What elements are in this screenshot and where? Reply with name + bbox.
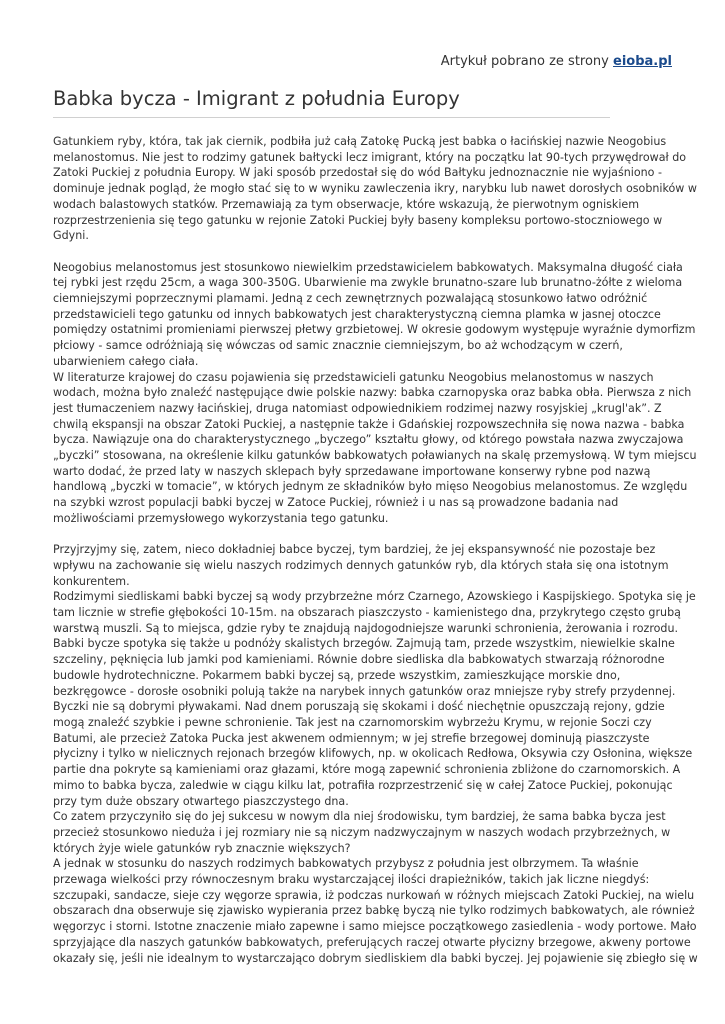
paragraph-line: Batumi, ale przecież Zatoka Pucka jest akwenem odmiennym; w jej strefie brzegowej dominują piaszczyste: [53, 731, 650, 745]
paragraph-line: W literaturze krajowej do czasu pojawienia się przedstawicieli gatunku Neogobius melanostomus w naszych: [53, 370, 654, 384]
paragraph-line: mimo to babka bycza, zaledwie w ciągu kilku lat, potrafiła rozprzestrzenić się w całej Zatoce Puckiej, pokonując: [53, 778, 673, 792]
article-paragraph: [53, 542, 698, 966]
paragraph-line: warstwą muszli. Są to miejsca, gdzie ryby te znajdują najdogodniejsze warunki schronienia, żerowania i rozrodu.: [53, 621, 679, 635]
paragraph-line: Przyjrzyjmy się, zatem, nieco dokładniej babce byczej, tym bardziej, że jej ekspansywność nie pozostaje bez: [53, 543, 656, 557]
paragraph-line: A jednak w stosunku do naszych rodzimych babkowatych przybysz z południa jest olbrzymem. Ta właśnie: [53, 857, 639, 871]
paragraph-line: węgorzyc i storni. Istotne znaczenie miało zapewne i samo miejsce początkowego zasiedlenia - wody portowe. Mało: [53, 920, 697, 934]
paragraph-line: jest tłumaczeniem nazwy łacińskiej, druga natomiast odpowiednikiem rodzimej nazwy rosyjskiej „krugl'ak”. Z: [53, 401, 662, 415]
paragraph-line: przewaga wielkości przy równoczesnym braku wystarczającej ilości drapieżników, takich jak liczne niegdyś:: [53, 873, 650, 887]
source-prefix: Artykuł pobrano ze strony: [440, 54, 609, 69]
paragraph-line: sprzyjające dla naszych gatunków babkowatych, preferujących raczej otwarte płycizny brzegowe, akweny portowe: [53, 935, 691, 949]
paragraph-line: handlową „byczki w tomacie”, w których jednym ze składników było mięso Neogobius melanostomus. Ze względu: [53, 480, 688, 494]
paragraph-line: chwilą ekspansji na obszar Zatoki Puckiej, a następnie także i Gdańskiej rozpowszechniła się nowa nazwa - babka: [53, 417, 685, 431]
paragraph-line: Babki bycze spotyka się także u podnóży skalistych brzegów. Zajmują tam, przede wszystkim, niewielkie skalne: [53, 637, 675, 651]
paragraph-line: możliwościami przemysłowego wykorzystania tego gatunku.: [53, 511, 389, 525]
paragraph-line: szczupaki, sandacze, sieje czy węgorze sprawia, iż podczas nurkowań w różnych miejscach Zatoki Puckiej, na wielu: [53, 888, 695, 902]
paragraph-line: rozprzestrzenienia się tego gatunku w rejonie Zatoki Puckiej były baseny kompleksu portowo-stoczniowego w: [53, 213, 663, 227]
source-attribution: [441, 53, 672, 71]
paragraph-line: których żyje wiele gatunków ryb znacznie większych?: [53, 841, 351, 855]
paragraph-line: Rodzimymi siedliskami babki byczej są wody przybrzeżne mórz Czarnego, Azowskiego i Kaspijskiego. Spotyka się je: [53, 590, 696, 604]
paragraph-line: płycizny i tylko w nielicznych rejonach brzegów klifowych, np. w okolicach Redłowa, Oksywia czy Osłonina, większe: [53, 747, 693, 761]
paragraph-line: Gatunkiem ryby, która, tak jak ciernik, podbiła już całą Zatokę Pucką jest babka o łacińskiej nazwie Neogobius: [53, 135, 667, 148]
paragraph-line: przedstawicieli tego gatunku od innych babkowatych jest charakterystyczną ciemna plamka w jasnej otoczce: [53, 307, 661, 321]
paragraph-line: na szybki wzrost populacji babki byczej w Zatoce Puckiej, również i u nas są prowadzone badania nad: [53, 496, 619, 510]
paragraph-line: przecież stosunkowo nieduża i jej rozmiary nie są niczym nadzwyczajnym w naszych wodach przybrzeżnych, w: [53, 825, 671, 839]
article-paragraph: [53, 260, 697, 527]
paragraph-line: Zatoki Puckiej z południa Europy. W jaki sposób przedostał się do wód Bałtyku jednoznacznie nie wyjaśniono -: [53, 166, 662, 180]
paragraph-line: ubarwieniem całego ciała.: [53, 354, 199, 368]
paragraph-line: budowle hydrotechniczne. Pokarmem babki byczej są, przede wszystkim, zamieszkujące morskie dno,: [53, 668, 621, 682]
paragraph-line: melanostomus. Nie jest to rodzimy gatunek bałtycki lecz imigrant, który na początku lat 90-tych przywędrował do: [53, 150, 687, 164]
paragraph-line: bezkręgowce - dorosłe osobniki polują także na narybek innych gatunków oraz mniejsze ryby strefy przydennej.: [53, 684, 676, 698]
paragraph-line: tam licznie w strefie głębokości 10-15m. na obszarach piaszczysto - kamienistego dna, przykrytego często grubą: [53, 606, 681, 620]
paragraph-line: Co zatem przyczyniło się do jej sukcesu w nowym dla niej środowisku, tym bardziej, że sama babka bycza jest: [53, 810, 666, 824]
paragraph-line: konkurentem.: [53, 574, 130, 588]
paragraph-line: okazały się, jeśli nie idealnym to wystarczająco dobrym siedliskiem dla babki byczej. Jej pojawienie się zbiegło się w: [53, 951, 698, 965]
paragraph-line: obszarach dna obserwuje się zjawisko wypierania przez babkę byczą nie tylko rodzimych babkowatych, ale również: [53, 904, 695, 918]
paragraph-line: Gdyni.: [53, 229, 89, 243]
paragraph-line: tej rybki jest rzędu 25cm, a waga 300-350G. Ubarwienie ma zwykle brunatno-szare lub brunatno-żółte z wieloma: [53, 276, 683, 290]
paragraph-line: ciemniejszymi poprzecznymi plamami. Jedną z cech zewnętrznych pozwalającą stosunkowo łatwo odróżnić: [53, 292, 648, 306]
paragraph-line: Neogobius melanostomus jest stosunkowo niewielkim przedstawicielem babkowatych. Maksymalna długość ciała: [53, 260, 683, 274]
paragraph-line: przy tym duże obszary otwartego piaszczystego dna.: [53, 794, 349, 808]
paragraph-line: warto dodać, że przed laty w naszych sklepach były sprzedawane importowane konserwy rybne pod nazwą: [53, 464, 651, 478]
paragraph-line: wodach, można było znaleźć następujące dwie polskie nazwy: babka czarnopyska oraz babka obła. Pierwsza z nich: [53, 386, 692, 400]
paragraph-line: mogą znaleźć szybkie i pewne schronienie. Tak jest na czarnomorskim wybrzeżu Krymu, w rejonie Soczi czy: [53, 715, 652, 729]
paragraph-line: płciowy - samce odróżniają się wówczas od samic znacznie ciemniejszym, bo aż wchodzącym w czerń,: [53, 339, 623, 353]
paragraph-line: Byczki nie są dobrymi pływakami. Nad dnem poruszają się skokami i dość niechętnie opuszczają rejony, gdzie: [53, 700, 665, 714]
title-divider: [53, 117, 610, 118]
article-title: Babka bycza - Imigrant z południa Europy: [53, 87, 460, 110]
paragraph-line: dominuje jednak pogląd, że mogło stać się to w wyniku zawleczenia ikry, narybku lub nawet dorosłych osobników w: [53, 182, 697, 196]
paragraph-line: wpływu na zachowanie się wielu naszych rodzimych dennych gatunków ryb, dla których stała się ona istotnym: [53, 558, 669, 572]
article-body: [53, 134, 698, 982]
article-paragraph: [53, 134, 697, 244]
paragraph-line: pomiędzy ostatnimi promieniami pierwszej płetwy grzbietowej. W okresie godowym występuje wyraźnie dymorfizm: [53, 323, 696, 337]
paragraph-line: „byczki” stosowana, na określenie kilku gatunków babkowatych poławianych na skalę przemysłową. W tym miejscu: [53, 449, 697, 463]
source-link[interactable]: eioba.pl: [613, 54, 672, 69]
paragraph-line: szczeliny, pęknięcia lub jamki pod kamieniami. Równie dobre siedliska dla babkowatych stwarzają różnorodne: [53, 653, 665, 667]
paragraph-line: partie dna pokryte są kamieniami oraz głazami, które mogą zapewnić schronienia zbliżone do czarnomorskich. A: [53, 763, 681, 777]
paragraph-line: bycza. Nawiązuje ona do charakterystycznego „byczego” kształtu głowy, od którego powstała nazwa zwyczajowa: [53, 433, 684, 447]
paragraph-line: wodach balastowych statków. Przemawiają za tym obserwacje, które wskazują, że pierwotnym ogniskiem: [53, 197, 640, 211]
